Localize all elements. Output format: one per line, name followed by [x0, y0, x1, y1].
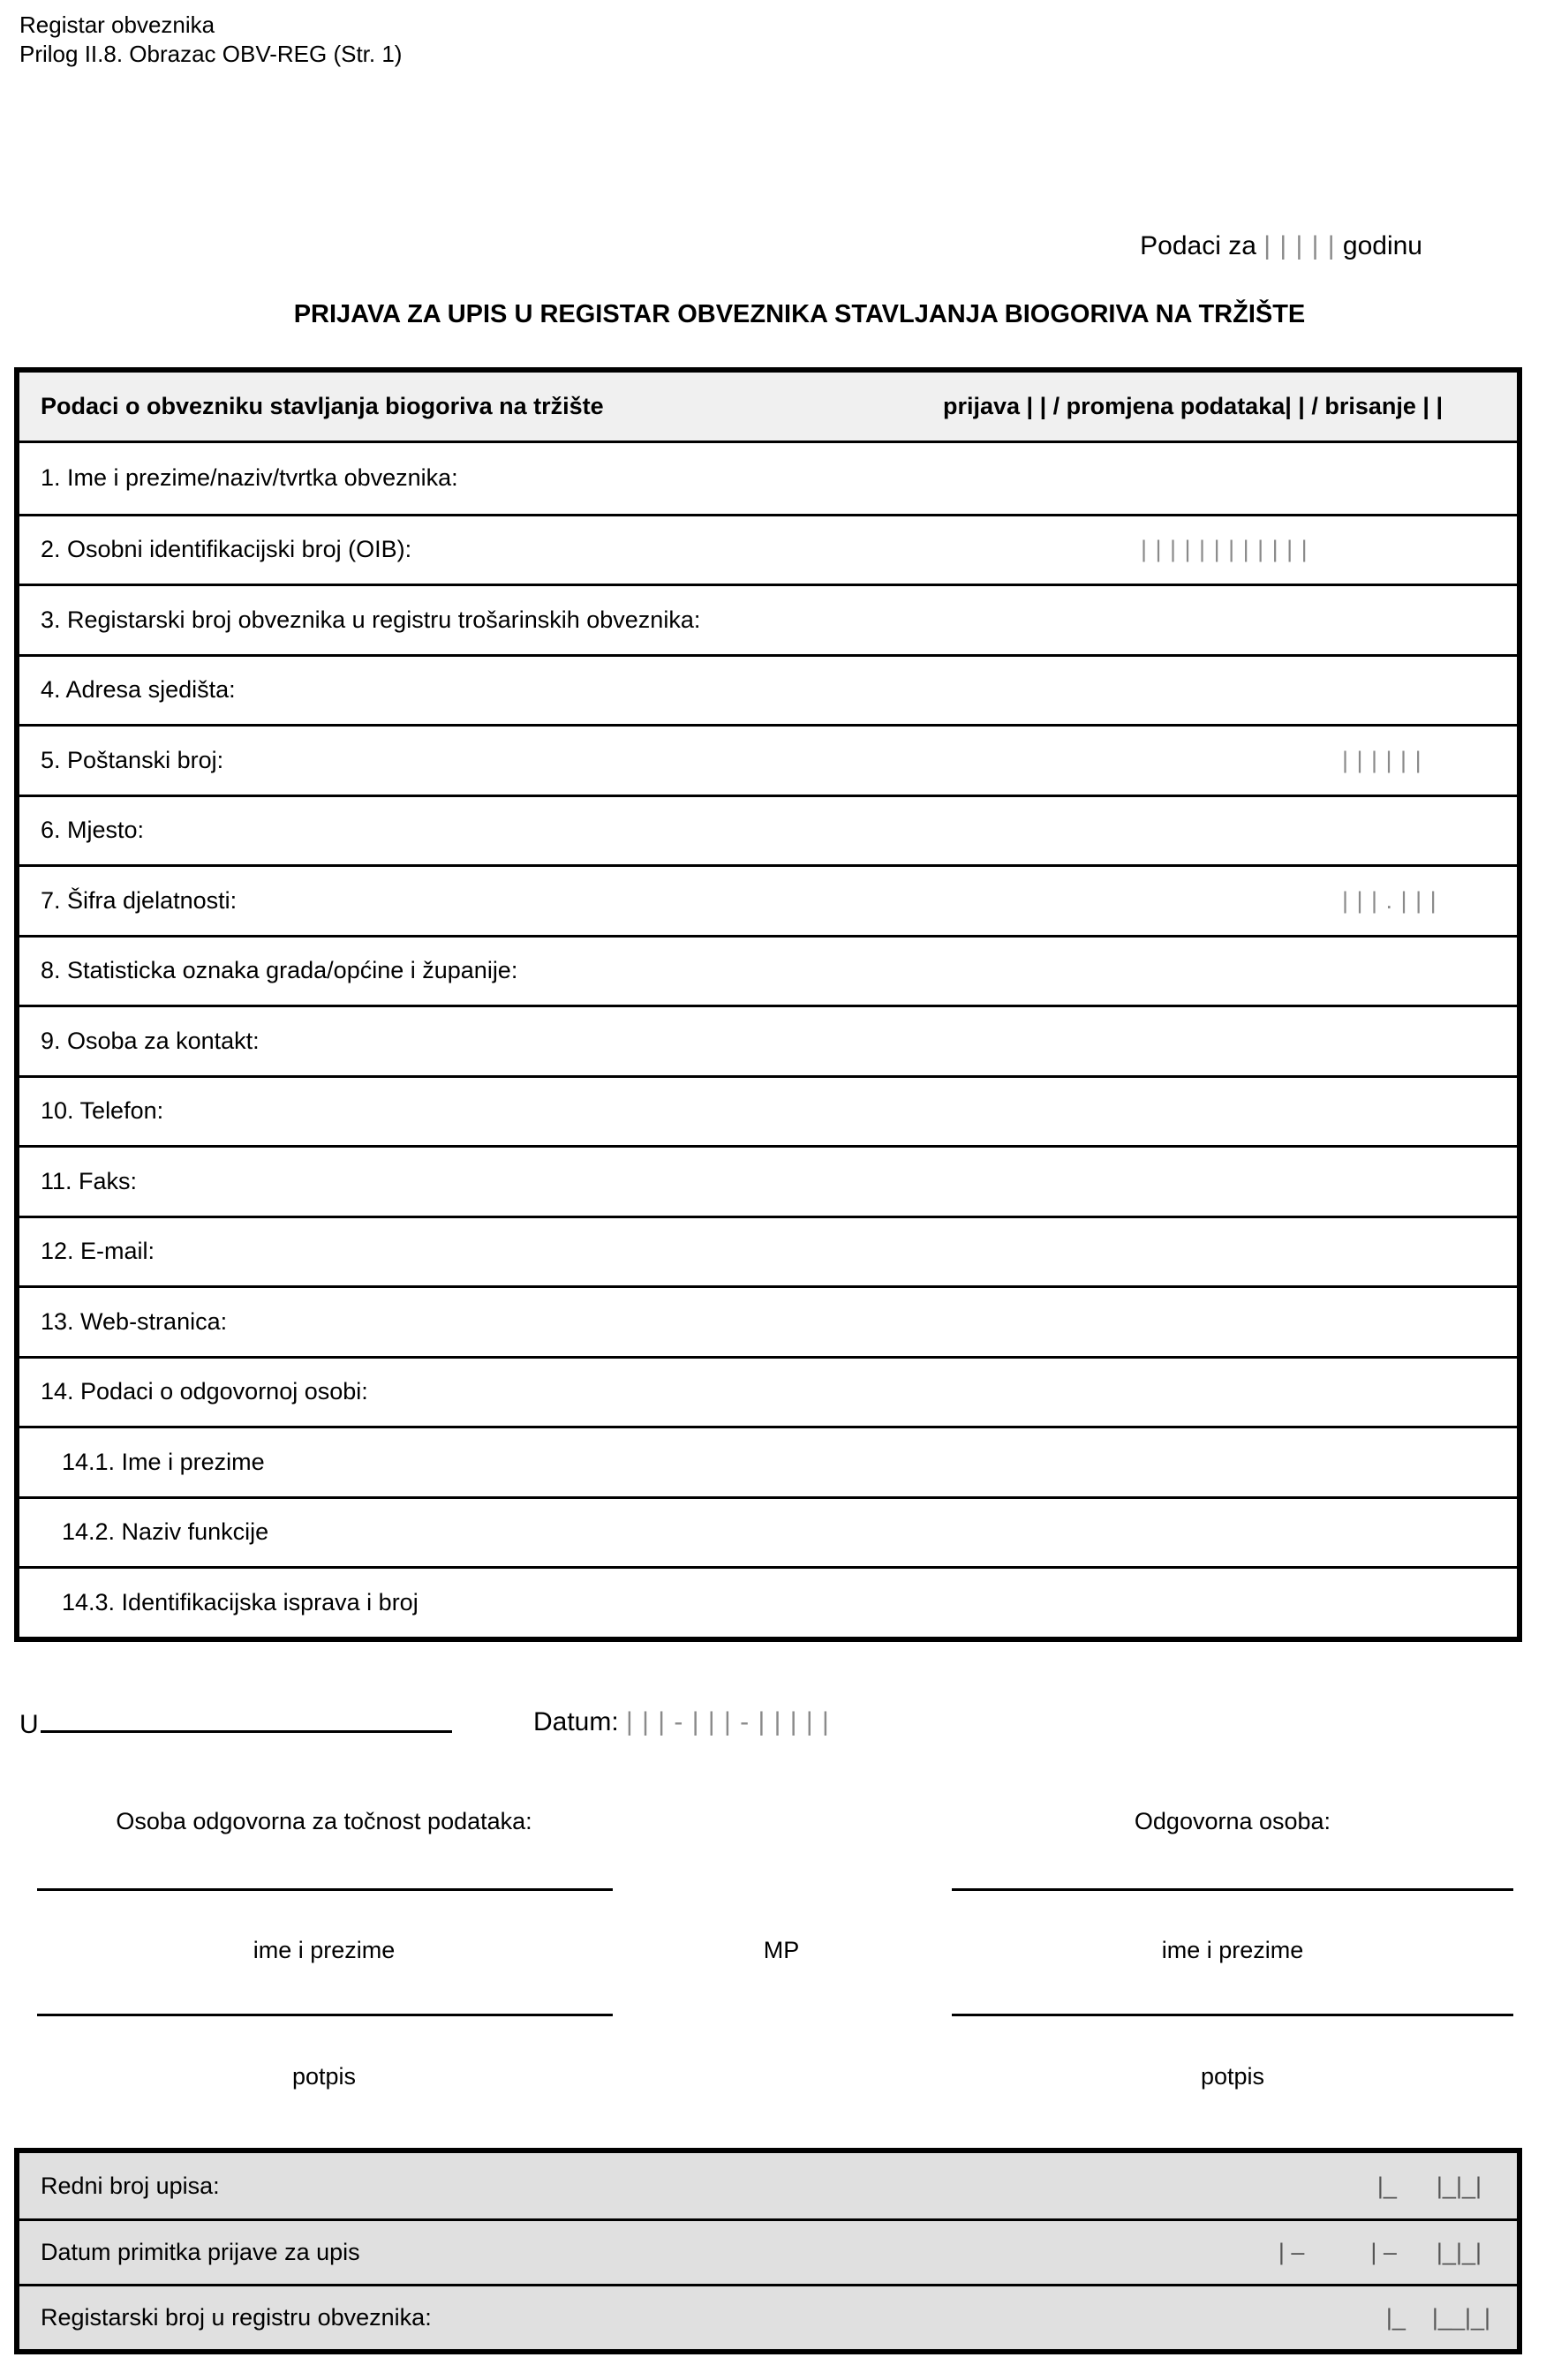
entry-number-boxes[interactable]: |_ |_|_| [1376, 2172, 1482, 2199]
right-name-label: ime i prezime [1161, 1937, 1304, 1963]
registry-number-row[interactable] [19, 2284, 1517, 2349]
register-name: Registar obveznika [19, 11, 215, 38]
field-label: 13. Web-stranica: [41, 1307, 228, 1335]
field-label: 10. Telefon: [41, 1097, 164, 1125]
field-row-contact-person[interactable] [19, 1005, 1517, 1075]
right-name-line[interactable] [952, 1888, 1513, 1891]
date-boxes[interactable]: | | | - | | | - | | | | | [626, 1707, 830, 1736]
place-field[interactable] [19, 1707, 452, 1740]
stamp-label: MP [763, 1937, 800, 1963]
field-label: 12. E-mail: [41, 1238, 155, 1265]
field-label: 8. Statisticka oznaka grada/općine i županije: [41, 957, 518, 984]
field-label: 11. Faks: [41, 1167, 138, 1194]
document-header [19, 11, 402, 69]
submission-type-checkboxes[interactable]: prijava | | / promjena podataka| | / brisanje | | [943, 393, 1443, 419]
field-label: 2. Osobni identifikacijski broj (OIB): [41, 536, 412, 563]
field-row-name[interactable] [19, 443, 1517, 514]
field-row-activity-code[interactable] [19, 864, 1517, 935]
form-reference: Prilog II.8. Obrazac OBV-REG (Str. 1) [19, 41, 403, 67]
field-label: 14.3. Identifikacijska isprava i broj [62, 1588, 419, 1616]
table-header [19, 373, 1517, 443]
field-label: 14.2. Naziv funkcije [62, 1518, 269, 1546]
form-title: PRIJAVA ZA UPIS U REGISTAR OBVEZNIKA STAVLJANJA BIOGORIVA NA TRŽIŠTE [293, 300, 1306, 328]
entry-number-label: Redni broj upisa: [41, 2172, 220, 2199]
field-row-oib[interactable] [19, 514, 1517, 584]
field-label: 14.1. Ime i prezime [62, 1448, 265, 1475]
field-label: 3. Registarski broj obveznika u registru trošarinskih obveznika: [41, 606, 701, 633]
activity-code-boxes[interactable]: | | | . | | | [1342, 886, 1437, 914]
field-row-responsible-person [19, 1356, 1517, 1427]
year-field[interactable] [1140, 231, 1422, 261]
year-prefix: Podaci za [1140, 231, 1256, 260]
field-row-phone[interactable] [19, 1075, 1517, 1146]
receipt-date-boxes[interactable]: | – | – |_|_| [1278, 2239, 1482, 2265]
field-row-responsible-name[interactable] [19, 1426, 1517, 1496]
field-row-website[interactable] [19, 1285, 1517, 1356]
field-row-address[interactable] [19, 654, 1517, 725]
field-row-fax[interactable] [19, 1145, 1517, 1216]
field-row-excise-number[interactable] [19, 584, 1517, 654]
right-signature-label: potpis [1200, 2063, 1265, 2090]
place-label: U [19, 1710, 39, 1739]
year-boxes[interactable]: | | | | | [1263, 231, 1336, 260]
entry-number-row[interactable] [19, 2153, 1517, 2218]
field-label: 14. Podaci o odgovornoj osobi: [41, 1378, 368, 1405]
field-label: 9. Osoba za kontakt: [41, 1027, 260, 1054]
field-label: 6. Mjesto: [41, 817, 145, 844]
right-signature-line[interactable] [952, 2014, 1513, 2016]
postal-code-boxes[interactable]: | | | | | | [1342, 746, 1422, 773]
table-header-title: Podaci o obvezniku stavljanja biogoriva na tržište [41, 393, 604, 419]
left-signature-line[interactable] [37, 2014, 613, 2016]
field-row-city[interactable] [19, 795, 1517, 865]
obligor-data-table [14, 367, 1522, 1642]
year-suffix: godinu [1342, 231, 1422, 260]
accuracy-person-title: Osoba odgovorna za točnost podataka: [116, 1808, 532, 1834]
field-row-postal-code[interactable] [19, 724, 1517, 795]
field-row-responsible-id[interactable] [19, 1566, 1517, 1637]
registry-office-box [14, 2148, 1522, 2354]
date-label: Datum: [533, 1707, 619, 1736]
registry-number-label: Registarski broj u registru obveznika: [41, 2304, 432, 2331]
field-label: 7. Šifra djelatnosti: [41, 886, 238, 914]
field-row-responsible-function[interactable] [19, 1496, 1517, 1567]
date-field[interactable] [533, 1707, 830, 1737]
left-signature-label: potpis [291, 2063, 357, 2090]
field-label: 1. Ime i prezime/naziv/tvrtka obveznika: [41, 464, 458, 492]
field-label: 4. Adresa sjedišta: [41, 676, 236, 704]
left-name-label: ime i prezime [253, 1937, 396, 1963]
place-input-line[interactable] [41, 1707, 452, 1733]
responsible-person-title: Odgovorna osoba: [1134, 1808, 1331, 1834]
field-row-statistical-code[interactable] [19, 935, 1517, 1005]
receipt-date-label: Datum primitka prijave za upis [41, 2239, 360, 2265]
field-label: 5. Poštanski broj: [41, 746, 224, 773]
oib-boxes[interactable]: | | | | | | | | | | | | [1141, 536, 1308, 563]
registry-number-boxes[interactable]: |_ |__|_| [1385, 2304, 1490, 2331]
field-row-email[interactable] [19, 1216, 1517, 1286]
receipt-date-row[interactable] [19, 2218, 1517, 2284]
left-name-line[interactable] [37, 1888, 613, 1891]
